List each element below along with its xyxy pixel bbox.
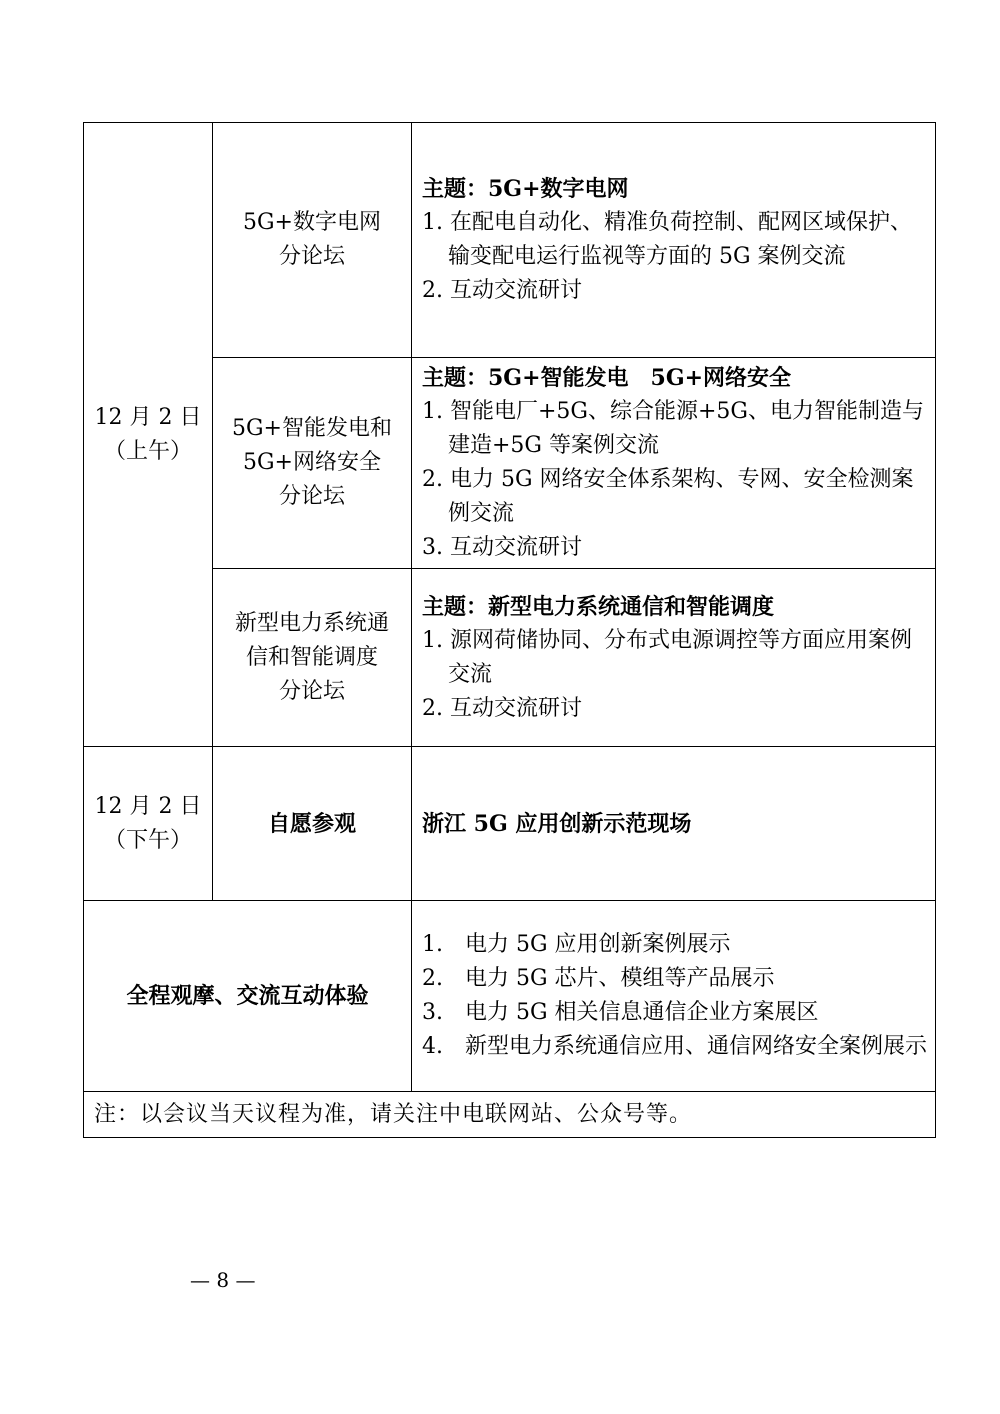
date-text: 12 月 2 日 [94,404,202,430]
list-item: 3. 互动交流研讨 [422,535,582,560]
forum-name-line: 5G+网络安全 [242,450,381,475]
schedule-table [83,122,936,1138]
table-row [84,747,936,901]
exhibition-label-cell: 全程观摩、交流互动体验 [84,901,412,1092]
date-cell-afternoon [84,747,213,901]
table-row [84,901,936,1092]
list-item: 3. 电力 5G 相关信息通信企业方案展区 [422,1000,819,1025]
list-item: 2. 电力 5G 芯片、模组等产品展示 [422,966,775,991]
forum-theme: 主题：5G+数字电网 [422,176,629,202]
forum-content-cell [412,358,936,569]
table-row [84,1092,936,1138]
list-item: 1. 在配电自动化、精准负荷控制、配网区域保护、输变配电运行监视等方面的 5G 案例交流 [422,210,912,269]
list-item: 2. 互动交流研讨 [422,278,582,303]
page-number: — 8 — [190,1268,256,1292]
forum-name-line: 信和智能调度 [245,644,378,670]
exhibition-content-cell [412,901,936,1092]
period-text: （下午） [103,827,192,853]
table-row [84,123,936,358]
forum-name-cell [213,569,412,747]
activity-content-cell: 浙江 5G 应用创新示范现场 [412,747,936,901]
list-item: 1. 源网荷储协同、分布式电源调控等方面应用案例交流 [422,627,912,687]
note-cell: 注：以会议当天议程为准，请关注中电联网站、公众号等。 [84,1092,936,1138]
list-item: 1. 电力 5G 应用创新案例展示 [422,932,731,957]
forum-name-line: 新型电力系统通 [234,610,389,636]
forum-name-line: 分论坛 [278,484,345,509]
activity-cell: 自愿参观 [213,747,412,901]
forum-theme: 主题：5G+智能发电 5G+网络安全 [422,365,792,391]
list-item: 1. 智能电厂+5G、综合能源+5G、电力智能制造与建造+5G 等案例交流 [422,399,924,458]
list-item: 2. 电力 5G 网络安全体系架构、专网、安全检测案例交流 [422,467,914,526]
forum-name-cell [213,123,412,358]
forum-content-cell [412,123,936,358]
list-item: 4. 新型电力系统通信应用、通信网络安全案例展示 [422,1034,927,1059]
date-cell-morning [84,123,213,747]
forum-name-line: 5G+数字电网 [242,210,381,235]
period-text: （上午） [103,438,192,464]
date-text: 12 月 2 日 [94,793,202,819]
forum-name-line: 分论坛 [278,244,345,269]
forum-name-line: 5G+智能发电和 [231,416,392,441]
forum-content-cell [412,569,936,747]
forum-name-cell [213,358,412,569]
list-item: 2. 互动交流研讨 [422,695,582,721]
forum-name-line: 分论坛 [278,678,345,704]
forum-theme: 主题：新型电力系统通信和智能调度 [422,593,775,620]
